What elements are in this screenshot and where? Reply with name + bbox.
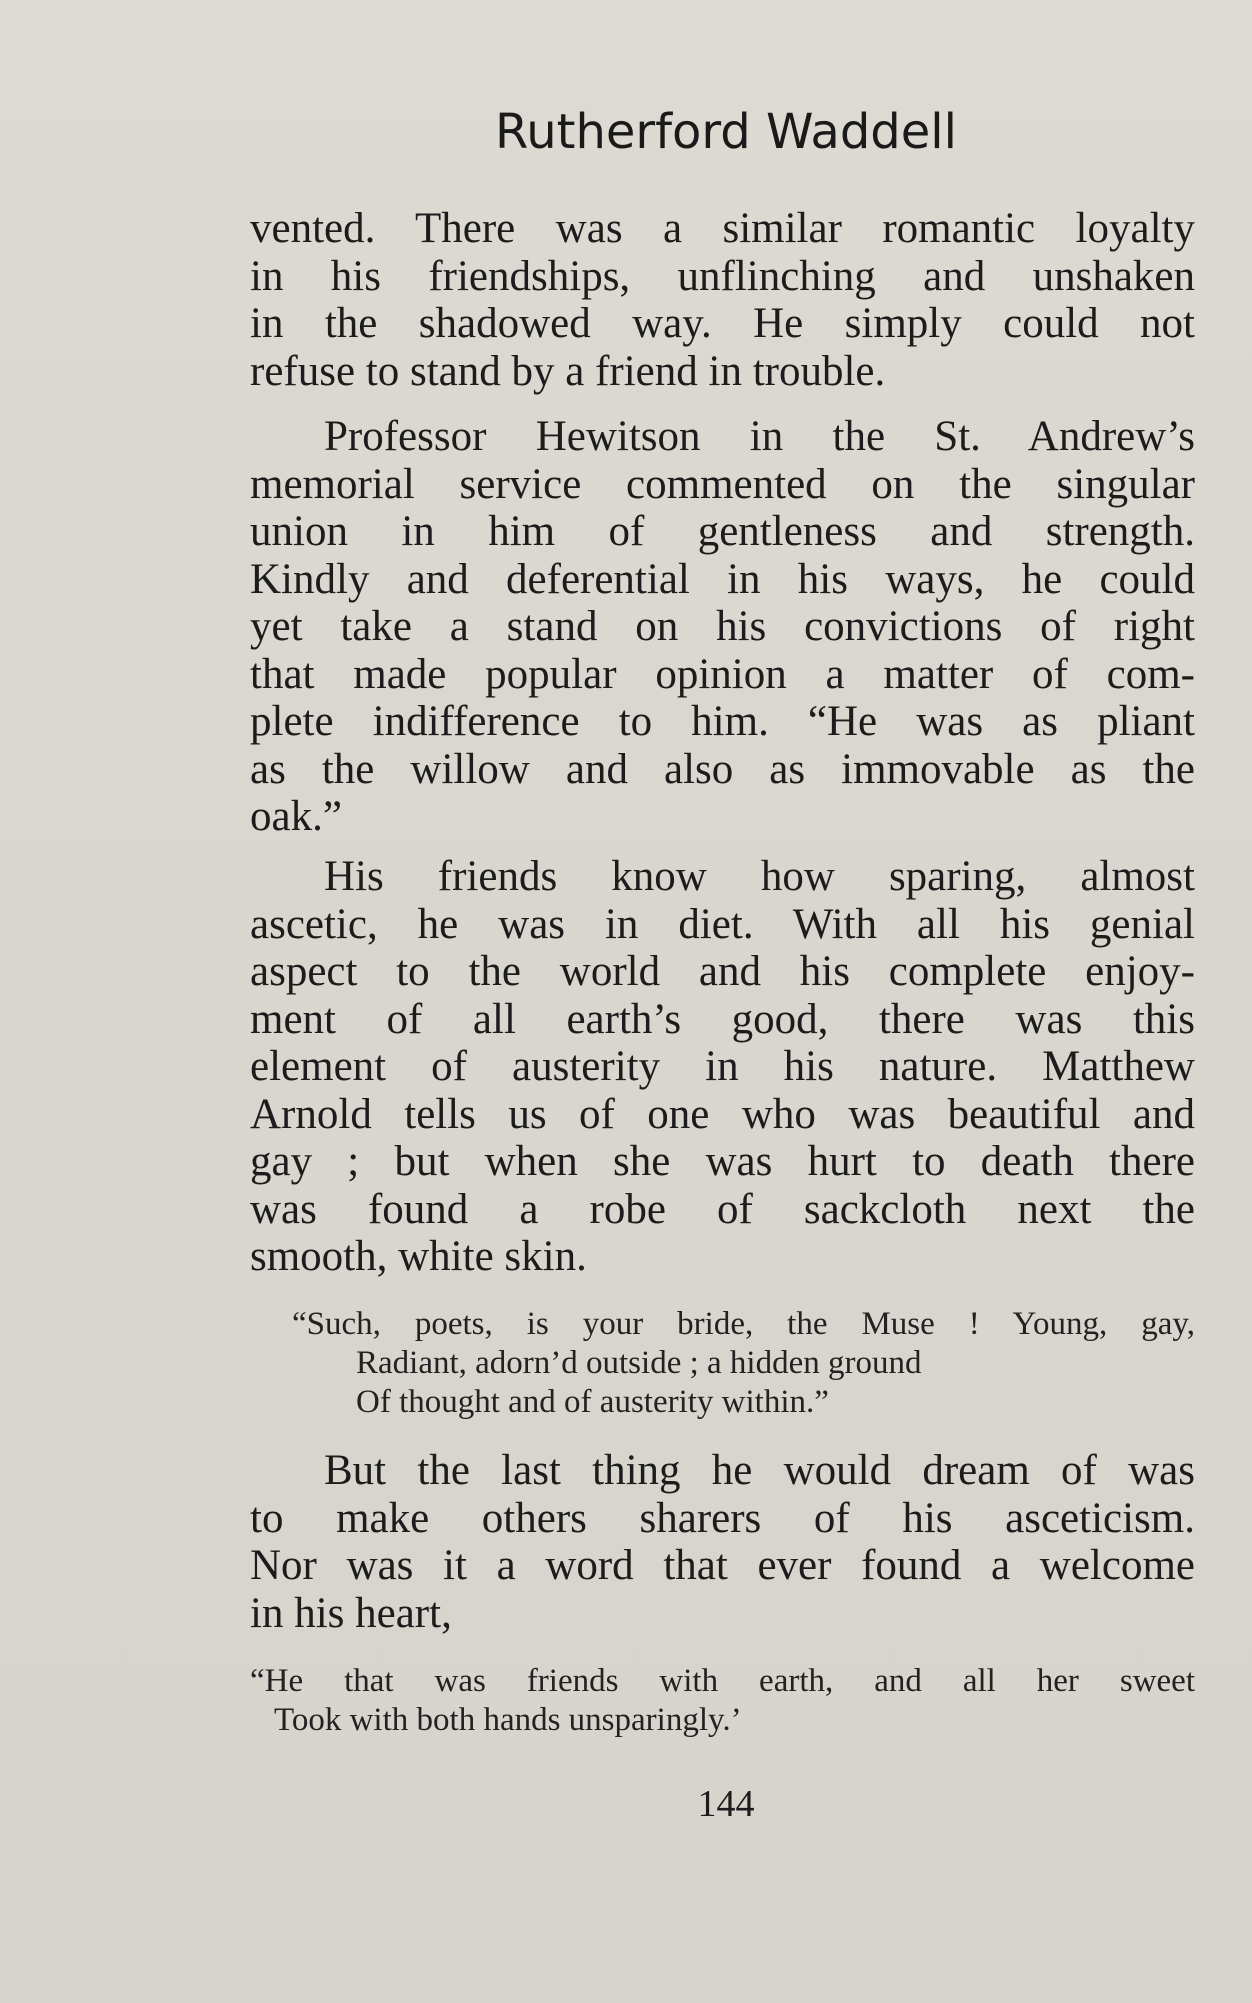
verse-quotation-2 <box>250 1662 1195 1740</box>
verse-line: “He that was friends with earth, and all her sweet <box>250 1663 1195 1699</box>
text-line: gay ; but when she was hurt to death there <box>250 1138 1195 1185</box>
text-line: Nor was it a word that ever found a welcome <box>250 1542 1195 1589</box>
text-line: in his friendships, unflinching and unshaken <box>250 252 1195 300</box>
text-line: yet take a stand on his convictions of right <box>250 603 1195 650</box>
verse-quotation-1 <box>292 1305 1195 1422</box>
text-line: oak.” <box>250 793 342 840</box>
verse-line: Took with both hands unsparingly.’ <box>274 1702 742 1738</box>
text-line: ascetic, he was in diet. With all his genial <box>250 900 1195 948</box>
paragraph-3 <box>250 853 1195 1281</box>
text-line: smooth, white skin. <box>250 1233 587 1280</box>
page-number: 144 <box>697 1783 755 1825</box>
text-line: in the shadowed way. He simply could not <box>250 300 1195 347</box>
text-line: in his heart, <box>250 1589 452 1637</box>
text-line: element of austerity in his nature. Matthew <box>250 1043 1195 1090</box>
text-line: Professor Hewitson in the St. Andrew’s <box>324 413 1195 460</box>
text-line: was found a robe of sackcloth next the <box>250 1185 1195 1233</box>
text-line: plete indifference to him. “He was as pliant <box>250 698 1195 745</box>
paragraph-1 <box>250 205 1195 395</box>
text-line: Arnold tells us of one who was beautiful and <box>250 1090 1195 1138</box>
text-line: ment of all earth’s good, there was this <box>250 995 1195 1043</box>
text-line: refuse to stand by a friend in trouble. <box>250 347 886 395</box>
text-line: that made popular opinion a matter of com- <box>250 650 1195 698</box>
text-line: vented. There was a similar romantic loyalty <box>250 205 1195 252</box>
text-line: union in him of gentleness and strength. <box>250 508 1195 555</box>
text-line: as the willow and also as immovable as the <box>250 745 1195 793</box>
verse-line: Radiant, adorn’d outside ; a hidden ground <box>356 1345 922 1381</box>
verse-line: “Such, poets, is your bride, the Muse ! Young, gay, <box>292 1306 1195 1342</box>
paragraph-2 <box>250 413 1195 841</box>
paragraph-4 <box>250 1447 1195 1637</box>
text-line: His friends know how sparing, almost <box>324 853 1195 900</box>
running-head: Rutherford Waddell <box>495 104 957 160</box>
text-line: But the last thing he would dream of was <box>324 1447 1195 1494</box>
text-line: to make others sharers of his asceticism. <box>250 1494 1195 1542</box>
text-line: aspect to the world and his complete enjoy- <box>250 948 1195 995</box>
text-line: Kindly and deferential in his ways, he could <box>250 555 1195 603</box>
verse-line: Of thought and of austerity within.” <box>356 1384 829 1420</box>
text-line: memorial service commented on the singular <box>250 460 1195 508</box>
